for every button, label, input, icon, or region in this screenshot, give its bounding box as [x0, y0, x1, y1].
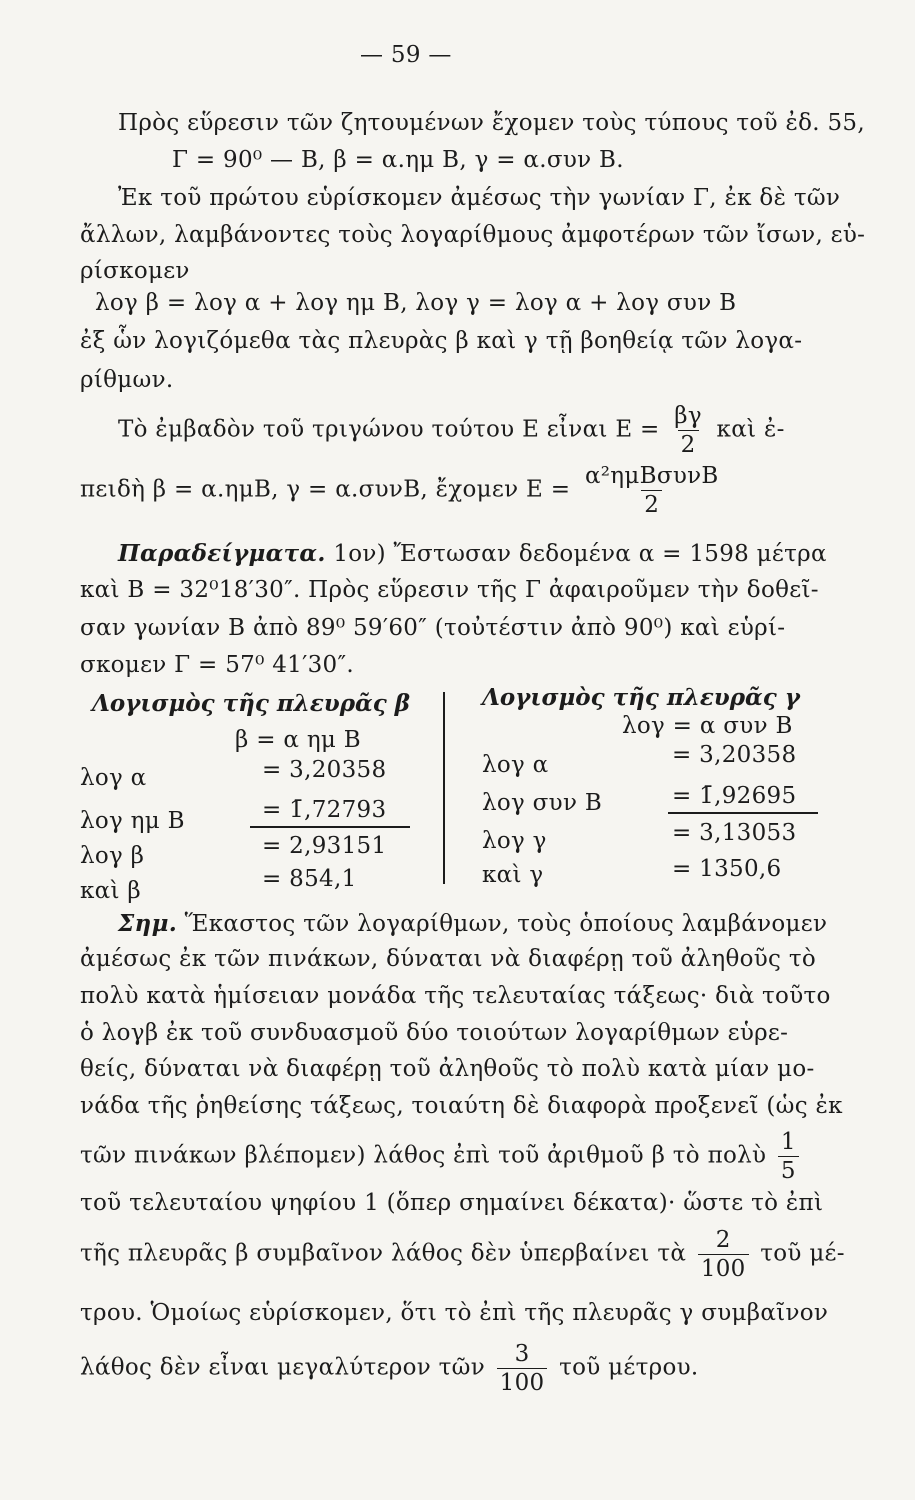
examples-text: 1ον) Ἔστωσαν δεδομένα α = 1598 μέτρα — [333, 541, 827, 567]
note-fraction-1 — [778, 1130, 799, 1183]
calc-left-label: καὶ β — [80, 878, 142, 904]
calc-right-sum-rule — [668, 812, 818, 814]
calc-right-label: καὶ γ — [482, 862, 544, 888]
fraction-numerator: 2 — [715, 1227, 731, 1253]
note-line-2: ἀμέσως ἐκ τῶν πινάκων, δύναται νὰ διαφέρῃ τοῦ ἀληθοῦς τὸ — [80, 946, 816, 972]
note-line-11 — [80, 1342, 699, 1395]
note-line-8: τοῦ τελευταίου ψηφίου 1 (ὅπερ σημαίνει δέκατα)· ὥστε τὸ ἐπὶ — [80, 1190, 824, 1216]
examples-line-3: σαν γωνίαν Β ἀπὸ 89⁰ 59′60″ (τοὐτέστιν ἀπὸ 90⁰) καὶ εὑρί- — [80, 615, 786, 641]
area-fraction-2 — [582, 464, 722, 517]
calc-right-title: Λογισμὸς τῆς πλευρᾶς γ — [482, 684, 800, 711]
log-formulas: λογ β = λογ α + λογ ημ Β, λογ γ = λογ α + λογ συν Β — [95, 290, 737, 316]
note-text-9: τῆς πλευρᾶς β συμβαῖνον λάθος δὲν ὑπερβαίνει τὰ — [80, 1240, 687, 1267]
calc-right-value: = 1350,6 — [672, 856, 782, 882]
note-text: Ἕκαστος τῶν λογαρίθμων, τοὺς ὁποίους λαμβάνομεν — [184, 911, 828, 937]
calc-right-formula: λογ = α συν Β — [622, 713, 793, 739]
area-text: Τὸ ἐμβαδὸν τοῦ τριγώνου τούτου Ε εἶναι Ε = — [118, 416, 660, 443]
area-formula-line — [118, 404, 785, 457]
calc-left-formula: β = α ημ Β — [235, 727, 361, 753]
area-tail: καὶ ἐ- — [716, 416, 785, 443]
calc-left-value: = 3,20358 — [262, 757, 387, 783]
fraction-denominator: 100 — [497, 1368, 548, 1395]
note-line-3: πολὺ κατὰ ἡμίσειαν μονάδα τῆς τελευταίας τάξεως· διὰ τοῦτο — [80, 983, 831, 1009]
calc-right-value: = 3,20358 — [672, 742, 797, 768]
examples-line-4: σκομεν Γ = 57⁰ 41′30″. — [80, 652, 354, 678]
note-tail-9: τοῦ μέ- — [760, 1240, 845, 1267]
fraction-denominator: 2 — [641, 490, 662, 517]
area-fraction — [671, 404, 705, 457]
examples-line-2: καὶ Β = 32⁰18′30″. Πρὸς εὕρεσιν τῆς Γ ἀφαιροῦμεν τὴν δοθεῖ- — [80, 577, 819, 603]
fraction-denominator: 2 — [678, 430, 699, 457]
examples-line-1 — [118, 540, 827, 567]
text-line-4: ἄλλων, λαμβάνοντες τοὺς λογαρίθμους ἀμφοτέρων τῶν ἴσων, εὑ- — [80, 222, 866, 248]
note-fraction-3 — [497, 1342, 548, 1395]
text-line-8: ρίθμων. — [80, 367, 174, 393]
note-text-7: τῶν πινάκων βλέπομεν) λάθος ἐπὶ τοῦ ἀριθμοῦ β τὸ πολὺ — [80, 1142, 767, 1169]
area-text-2: πειδὴ β = α.ημΒ, γ = α.συνΒ, ἔχομεν Ε = — [80, 476, 571, 503]
text-line-1: Πρὸς εὕρεσιν τῶν ζητουμένων ἔχομεν τοὺς τύπους τοῦ ἐδ. 55, — [118, 110, 865, 136]
formula-line: Γ = 90⁰ — Β, β = α.ημ Β, γ = α.συν Β. — [172, 147, 624, 173]
fraction-numerator: βγ — [674, 403, 702, 429]
text-line-5: ρίσκομεν — [80, 258, 190, 284]
area-formula-line-2 — [80, 464, 726, 517]
note-heading: Σημ. — [118, 910, 178, 937]
note-line-1 — [118, 910, 827, 937]
calc-left-value: = 854,1 — [262, 866, 357, 892]
calc-left-label: λογ ημ Β — [80, 808, 185, 834]
calc-right-label: λογ α — [482, 752, 549, 778]
text-line-3: Ἐκ τοῦ πρώτου εὑρίσκομεν ἀμέσως τὴν γωνίαν Γ, ἐκ δὲ τῶν — [118, 185, 841, 211]
column-divider — [443, 692, 445, 884]
calc-left-title: Λογισμὸς τῆς πλευρᾶς β — [92, 690, 411, 717]
calc-left-label: λογ α — [80, 765, 147, 791]
calc-left-value: = 2,93151 — [262, 833, 387, 859]
calc-left-value: = 1̄,72793 — [262, 797, 387, 823]
text-line-7: ἐξ ὧν λογιζόμεθα τὰς πλευρὰς β καὶ γ τῇ βοηθείᾳ τῶν λογα- — [80, 328, 803, 354]
note-line-9 — [80, 1228, 845, 1281]
calc-right-value: = 3,13053 — [672, 820, 797, 846]
calc-left-sum-rule — [250, 826, 410, 828]
note-line-6: νάδα τῆς ῥηθείσης τάξεως, τοιαύτη δὲ διαφορὰ προξενεῖ (ὡς ἐκ — [80, 1093, 843, 1119]
note-line-4: ὁ λογβ ἐκ τοῦ συνδυασμοῦ δύο τοιούτων λογαρίθμων εὑρε- — [80, 1020, 789, 1046]
page-number: — 59 — — [360, 42, 452, 68]
note-tail-11: τοῦ μέτρου. — [559, 1354, 699, 1381]
note-line-7 — [80, 1130, 803, 1183]
fraction-denominator: 5 — [778, 1156, 799, 1183]
note-line-10: τρου. Ὁμοίως εὑρίσκομεν, ὅτι τὸ ἐπὶ τῆς πλευρᾶς γ συμβαῖνον — [80, 1300, 829, 1326]
fraction-numerator: 1 — [780, 1129, 796, 1155]
note-text-11: λάθος δὲν εἶναι μεγαλύτερον τῶν — [80, 1354, 486, 1381]
fraction-numerator: α²ημΒσυνΒ — [584, 463, 719, 489]
note-line-5: θείς, δύναται νὰ διαφέρῃ τοῦ ἀληθοῦς τὸ πολὺ κατὰ μίαν μο- — [80, 1056, 815, 1082]
calc-right-label: λογ γ — [482, 828, 547, 854]
fraction-numerator: 3 — [514, 1341, 530, 1367]
fraction-denominator: 100 — [698, 1254, 749, 1281]
calc-right-label: λογ συν Β — [482, 790, 603, 816]
calc-right-value: = 1̄,92695 — [672, 783, 797, 809]
examples-heading: Παραδείγματα. — [118, 540, 326, 567]
note-fraction-2 — [698, 1228, 749, 1281]
calc-left-label: λογ β — [80, 843, 145, 869]
